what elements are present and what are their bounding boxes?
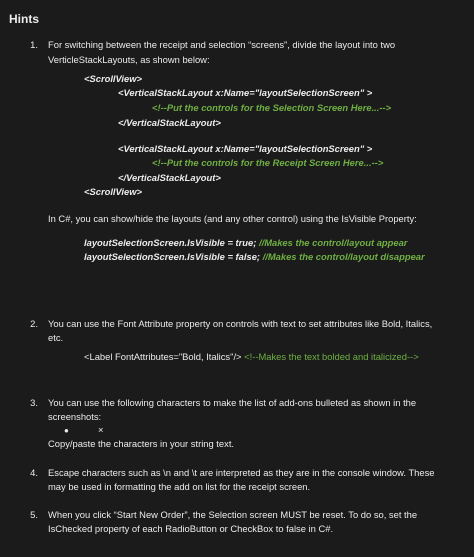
item-1-line-2: VerticleStackLayouts, as shown below: <box>48 54 210 65</box>
code-vsl-selection-open: <VerticalStackLayout x:Name="layoutSelectionScreen" > <box>118 87 373 98</box>
code-comment-receipt: <!--Put the controls for the Receipt Screen Here...--> <box>152 157 384 168</box>
item-3-line-1: You can use the following characters to make the list of add-ons bulleted as shown in the <box>48 397 417 408</box>
item-1-number: 1. <box>30 39 38 50</box>
code-vsl-close-2: </VerticalStackLayout> <box>118 172 221 183</box>
item-3-line-3: Copy/paste the characters in your string text. <box>48 438 235 449</box>
code-visible-false: layoutSelectionScreen.IsVisible = false; <box>84 251 261 262</box>
item-2-line-1: You can use the Font Attribute property on controls with text to set attributes like Bold, Italics, <box>48 318 433 329</box>
item-3-number: 3. <box>30 397 38 408</box>
item-5-number: 5. <box>30 509 38 520</box>
font-attributes-comment: <!--Makes the text bolded and italicized--> <box>241 351 419 362</box>
item-4-line-2: may be used in formatting the add on list for the receipt screen. <box>48 481 311 492</box>
comment-visible-true: //Makes the control/layout appear <box>256 237 408 248</box>
code-visible-false-line <box>84 250 425 264</box>
item-5-line-1: When you click “Start New Order”, the Selection screen MUST be reset. To do so, set the <box>48 509 418 520</box>
item-4-number: 4. <box>30 467 38 478</box>
item-5-line-2: IsChecked property of each RadioButton or CheckBox to false in C#. <box>48 523 334 534</box>
item-1-line-1: For switching between the receipt and selection “screens”, divide the layout into two <box>48 39 396 50</box>
hints-title: Hints <box>9 12 39 26</box>
code-vsl-close-1: </VerticalStackLayout> <box>118 117 221 128</box>
bullet-dot-char: ● <box>64 426 69 435</box>
font-attributes-example <box>84 350 419 364</box>
bullet-cross-char: × <box>98 424 104 435</box>
code-visible-true: layoutSelectionScreen.IsVisible = true; <box>84 237 257 248</box>
code-visible-true-line <box>84 236 407 250</box>
csharp-note: In C#, you can show/hide the layouts (and any other control) using the IsVisible Property: <box>48 213 417 224</box>
item-2-line-2: etc. <box>48 332 64 343</box>
code-vsl-receipt-open: <VerticalStackLayout x:Name="layoutSelectionScreen" > <box>118 143 373 154</box>
code-comment-selection: <!--Put the controls for the Selection Screen Here...--> <box>152 102 392 113</box>
item-2-number: 2. <box>30 318 38 329</box>
item-3-line-2: screenshots: <box>48 411 102 422</box>
code-scrollview-open: <ScrollView> <box>84 73 143 84</box>
comment-visible-false: //Makes the control/layout disappear <box>260 251 425 262</box>
font-attributes-code: <Label FontAttributes="Bold, Italics"/> <box>84 351 242 362</box>
code-scrollview-close: <ScrollView> <box>84 186 143 197</box>
item-4-line-1: Escape characters such as \n and \t are interpreted as they are in the console window. These <box>48 467 435 478</box>
